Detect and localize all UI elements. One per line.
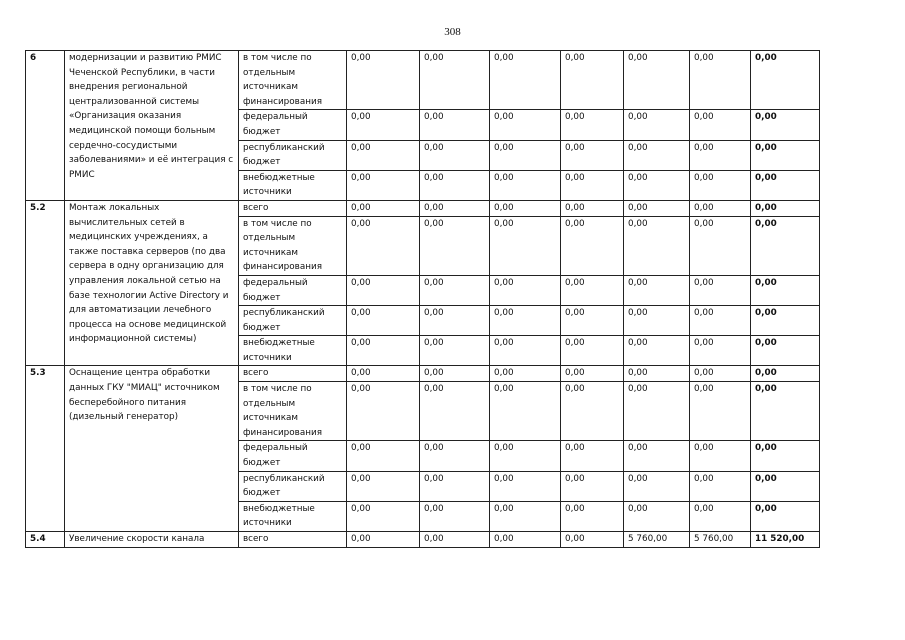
amount-cell: 0,00 — [490, 275, 561, 305]
amount-cell: 0,00 — [690, 441, 751, 471]
amount-cell: 0,00 — [490, 170, 561, 200]
section-number: 5.4 — [26, 532, 65, 548]
amount-cell: 0,00 — [561, 532, 624, 548]
amount-cell: 0,00 — [420, 382, 490, 441]
amount-cell: 0,00 — [420, 306, 490, 336]
amount-cell: 0,00 — [690, 306, 751, 336]
amount-cell: 0,00 — [420, 275, 490, 305]
funding-source: республиканский бюджет — [239, 471, 347, 501]
amount-cell: 0,00 — [690, 366, 751, 382]
amount-cell: 0,00 — [347, 170, 420, 200]
funding-source: внебюджетные источники — [239, 170, 347, 200]
amount-cell: 0,00 — [420, 471, 490, 501]
amount-cell: 0,00 — [624, 110, 690, 140]
amount-cell: 0,00 — [690, 471, 751, 501]
amount-cell: 0,00 — [690, 501, 751, 531]
total-cell: 0,00 — [751, 366, 820, 382]
amount-cell: 0,00 — [624, 306, 690, 336]
amount-cell: 0,00 — [624, 200, 690, 216]
section-description: Монтаж локальных вычислительных сетей в медицинских учреждениях, а также поставка серверов (по два сервера в одну организацию для управления локальной сетью на базе технологии Active Directory и для автоматизации лечебного процесса на основе медицинской информационной системы) — [65, 200, 239, 366]
amount-cell: 0,00 — [624, 216, 690, 275]
total-cell: 0,00 — [751, 336, 820, 366]
amount-cell: 0,00 — [561, 275, 624, 305]
amount-cell: 0,00 — [347, 382, 420, 441]
amount-cell: 0,00 — [347, 532, 420, 548]
amount-cell: 0,00 — [561, 366, 624, 382]
amount-cell: 0,00 — [420, 170, 490, 200]
amount-cell: 0,00 — [347, 336, 420, 366]
amount-cell: 0,00 — [347, 441, 420, 471]
amount-cell: 0,00 — [347, 51, 420, 110]
amount-cell: 0,00 — [347, 275, 420, 305]
table-row — [26, 532, 820, 548]
amount-cell: 0,00 — [561, 306, 624, 336]
amount-cell: 0,00 — [347, 216, 420, 275]
amount-cell: 0,00 — [347, 501, 420, 531]
amount-cell: 5 760,00 — [690, 532, 751, 548]
amount-cell: 0,00 — [690, 200, 751, 216]
amount-cell: 0,00 — [490, 216, 561, 275]
amount-cell: 0,00 — [690, 336, 751, 366]
amount-cell: 0,00 — [690, 140, 751, 170]
amount-cell: 0,00 — [347, 471, 420, 501]
funding-source: республиканский бюджет — [239, 306, 347, 336]
amount-cell: 0,00 — [561, 110, 624, 140]
page-number: 308 — [444, 26, 461, 38]
total-cell: 0,00 — [751, 51, 820, 110]
amount-cell: 0,00 — [347, 110, 420, 140]
amount-cell: 0,00 — [624, 501, 690, 531]
amount-cell: 0,00 — [490, 200, 561, 216]
amount-cell: 0,00 — [624, 336, 690, 366]
amount-cell: 0,00 — [347, 306, 420, 336]
total-cell: 0,00 — [751, 306, 820, 336]
amount-cell: 0,00 — [561, 216, 624, 275]
section-number: 5.3 — [26, 366, 65, 532]
funding-source: всего — [239, 532, 347, 548]
budget-table — [25, 50, 820, 548]
amount-cell: 0,00 — [347, 366, 420, 382]
amount-cell: 0,00 — [561, 441, 624, 471]
amount-cell: 0,00 — [690, 51, 751, 110]
total-cell: 0,00 — [751, 110, 820, 140]
amount-cell: 0,00 — [690, 216, 751, 275]
funding-source: в том числе по отдельным источникам финансирования — [239, 216, 347, 275]
amount-cell: 0,00 — [420, 441, 490, 471]
amount-cell: 0,00 — [561, 51, 624, 110]
funding-source: федеральный бюджет — [239, 275, 347, 305]
total-cell: 0,00 — [751, 200, 820, 216]
amount-cell: 5 760,00 — [624, 532, 690, 548]
funding-source: республиканский бюджет — [239, 140, 347, 170]
total-cell: 0,00 — [751, 275, 820, 305]
total-cell: 0,00 — [751, 170, 820, 200]
amount-cell: 0,00 — [420, 532, 490, 548]
funding-source: всего — [239, 366, 347, 382]
amount-cell: 0,00 — [624, 170, 690, 200]
amount-cell: 0,00 — [490, 51, 561, 110]
amount-cell: 0,00 — [490, 532, 561, 548]
funding-source: в том числе по отдельным источникам финансирования — [239, 382, 347, 441]
total-cell: 0,00 — [751, 501, 820, 531]
amount-cell: 0,00 — [490, 366, 561, 382]
funding-source: внебюджетные источники — [239, 336, 347, 366]
amount-cell: 0,00 — [347, 200, 420, 216]
total-cell: 0,00 — [751, 216, 820, 275]
amount-cell: 0,00 — [420, 366, 490, 382]
amount-cell: 0,00 — [561, 501, 624, 531]
amount-cell: 0,00 — [561, 200, 624, 216]
amount-cell: 0,00 — [420, 140, 490, 170]
funding-source: федеральный бюджет — [239, 110, 347, 140]
amount-cell: 0,00 — [420, 336, 490, 366]
amount-cell: 0,00 — [490, 110, 561, 140]
amount-cell: 0,00 — [690, 110, 751, 140]
table-row — [26, 200, 820, 216]
amount-cell: 0,00 — [561, 471, 624, 501]
total-cell: 0,00 — [751, 382, 820, 441]
section-number: 6 — [26, 51, 65, 201]
amount-cell: 0,00 — [420, 501, 490, 531]
amount-cell: 0,00 — [624, 382, 690, 441]
amount-cell: 0,00 — [561, 336, 624, 366]
total-cell: 0,00 — [751, 471, 820, 501]
amount-cell: 0,00 — [624, 140, 690, 170]
amount-cell: 0,00 — [624, 471, 690, 501]
amount-cell: 0,00 — [690, 275, 751, 305]
amount-cell: 0,00 — [561, 382, 624, 441]
amount-cell: 0,00 — [624, 366, 690, 382]
amount-cell: 0,00 — [420, 200, 490, 216]
section-description: Оснащение центра обработки данных ГКУ "МИАЦ" источником бесперебойного питания (дизельный генератор) — [65, 366, 239, 532]
total-cell: 0,00 — [751, 140, 820, 170]
funding-source: внебюджетные источники — [239, 501, 347, 531]
amount-cell: 0,00 — [490, 306, 561, 336]
section-number: 5.2 — [26, 200, 65, 366]
table-row — [26, 366, 820, 382]
amount-cell: 0,00 — [624, 51, 690, 110]
funding-source: в том числе по отдельным источникам финансирования — [239, 51, 347, 110]
amount-cell: 0,00 — [420, 110, 490, 140]
amount-cell: 0,00 — [490, 140, 561, 170]
amount-cell: 0,00 — [490, 441, 561, 471]
amount-cell: 0,00 — [490, 336, 561, 366]
amount-cell: 0,00 — [624, 275, 690, 305]
funding-source: федеральный бюджет — [239, 441, 347, 471]
table-row — [26, 51, 820, 110]
section-description: модернизации и развитию РМИС Чеченской Республики, в части внедрения региональной централизованной системы «Организация оказания медицинской помощи больным сердечно-сосудистыми заболеваниями» и её интеграция с РМИС — [65, 51, 239, 201]
amount-cell: 0,00 — [490, 501, 561, 531]
amount-cell: 0,00 — [490, 382, 561, 441]
amount-cell: 0,00 — [690, 382, 751, 441]
amount-cell: 0,00 — [561, 170, 624, 200]
amount-cell: 0,00 — [420, 51, 490, 110]
amount-cell: 0,00 — [490, 471, 561, 501]
amount-cell: 0,00 — [624, 441, 690, 471]
amount-cell: 0,00 — [420, 216, 490, 275]
amount-cell: 0,00 — [690, 170, 751, 200]
total-cell: 0,00 — [751, 441, 820, 471]
amount-cell: 0,00 — [561, 140, 624, 170]
amount-cell: 0,00 — [347, 140, 420, 170]
total-cell: 11 520,00 — [751, 532, 820, 548]
funding-source: всего — [239, 200, 347, 216]
section-description: Увеличение скорости канала — [65, 532, 239, 548]
